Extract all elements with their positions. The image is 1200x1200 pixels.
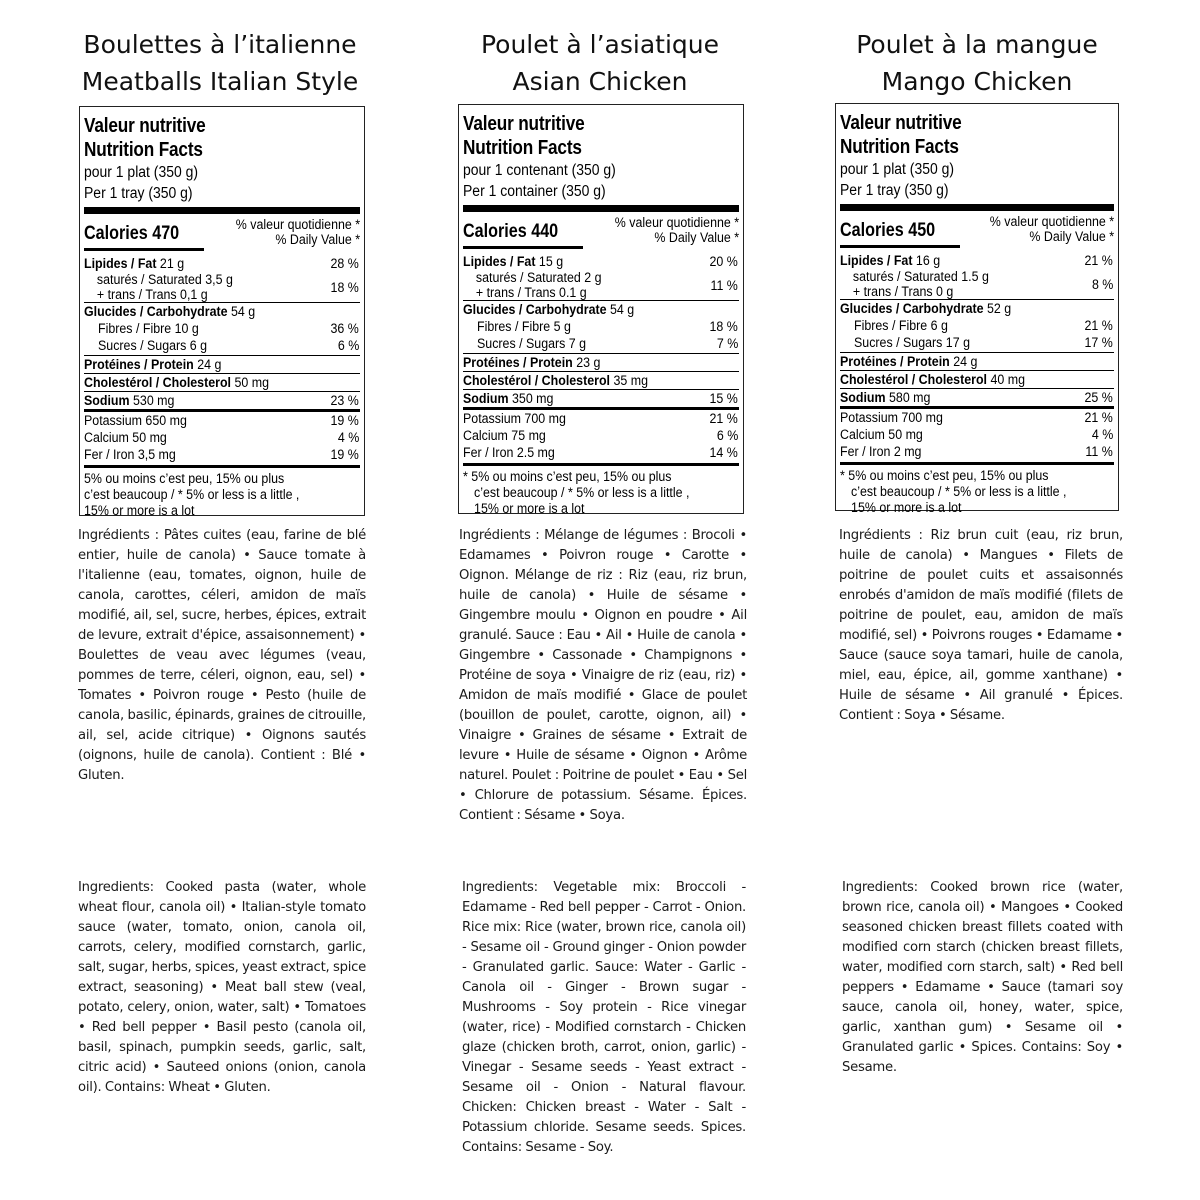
nf-carb-row xyxy=(463,300,739,318)
nf-rule xyxy=(84,207,360,214)
ingredients-fr: Ingrédients : Riz brun cuit (eau, riz brun, huile de canola) • Mangues • Filets de poitrine de poulet cuits et assaisonnés enrobés d'amidon de maïs modifié (filets de poitrine de poulet, eau, amidon de maïs modifié, sel) • Poivrons rouges • Edamame • Sauce (sauce soya tamari, huile de canola, miel, eau, épice, ail, gomme xanthane) • Huile de sésame • Ail granulé • Épices. Contient : Soya • Sésame. xyxy=(839,528,1123,723)
nf-serving-en: Per 1 container (350 g) xyxy=(463,183,606,200)
nf-fat-row xyxy=(840,252,1114,269)
nf-potassium-dv: 21 % xyxy=(1084,410,1113,425)
nf-heading-fr: Valeur nutritive xyxy=(84,115,206,137)
nf-iron: Fer / Iron 2 mg xyxy=(840,444,922,459)
nf-footnote-line: 5% ou moins c’est peu, 15% ou plus xyxy=(84,471,285,486)
nf-fat-amount: 15 g xyxy=(538,254,564,269)
nf-calories: Calories 440 xyxy=(463,221,559,242)
nf-protein-amount: 23 g xyxy=(576,355,601,370)
ingredients-fr: Ingrédients : Mélange de légumes : Brocoli • Edamames • Poivron rouge • Carotte • Oignon. Mélange de riz : Riz (eau, riz brun, huile de canola) • Huile de sésame • Gingembre moulu • Oignon en poudre • Ail granulé. Sauce : Eau • Ail • Huile de canola • Gingembre • Cassonade • Champignons • Protéine de soya • Vinaigre de riz (eau, riz) • Amidon de maïs modifié • Glace de poulet (bouillon de poulet, carotte, oignon, ail) • Vinaigre • Graines de sésame • Extrait de levure • Huile de sésame • Oignon • Arôme naturel. Poulet : Poitrine de poulet • Eau • Sel • Chlorure de potassium. Sésame. Épices. Contient : Sésame • Soya. xyxy=(459,528,747,823)
nf-chol-label: Cholestérol / Cholesterol xyxy=(84,375,231,390)
nf-footnote-line: c’est beaucoup / * 5% or less is a little , xyxy=(851,484,1067,499)
title-en: Asian Chicken xyxy=(512,67,688,96)
nf-potassium: Potassium 700 mg xyxy=(463,411,566,426)
nf-fat-row xyxy=(463,253,739,270)
nf-fat-label: Lipides / Fat xyxy=(463,254,536,269)
nf-chol-amount: 50 mg xyxy=(234,375,269,390)
nf-calcium-dv: 6 % xyxy=(716,428,738,443)
nf-fat-label: Lipides / Fat xyxy=(84,256,157,271)
nf-saturated-group xyxy=(463,270,739,300)
nutrition-facts-table xyxy=(835,103,1119,515)
nutrition-facts-table xyxy=(79,106,365,516)
nf-fibre: Fibres / Fibre 5 g xyxy=(477,319,571,334)
nf-calcium: Calcium 50 mg xyxy=(840,427,923,442)
title-en: Mango Chicken xyxy=(881,67,1073,96)
nf-chol-amount: 40 mg xyxy=(990,372,1025,387)
nf-sodium-amount: 580 mg xyxy=(889,390,931,405)
nf-sodium-dv: 23 % xyxy=(330,393,359,408)
nf-carb-label: Glucides / Carbohydrate xyxy=(463,302,607,317)
nf-protein-label: Protéines / Protein xyxy=(840,354,950,369)
nf-footnote-line: 15% or more is a lot xyxy=(474,501,585,516)
nf-sugar: Sucres / Sugars 6 g xyxy=(98,338,208,353)
nf-sugar-row xyxy=(463,335,739,352)
nf-dv-en: % Daily Value * xyxy=(275,232,360,247)
nf-saturated-group xyxy=(84,272,360,302)
nf-calories-bar xyxy=(84,248,204,251)
nf-potassium-dv: 19 % xyxy=(330,413,359,428)
nf-calcium-row xyxy=(840,426,1114,443)
nf-serving-fr: pour 1 contenant (350 g) xyxy=(463,162,616,179)
nf-iron: Fer / Iron 3,5 mg xyxy=(84,447,176,462)
nf-carb-row xyxy=(840,299,1114,317)
ingredients-en: Ingredients: Vegetable mix: Broccoli - Edamame - Red bell pepper - Carrot - Onion. Rice mix: Rice (water, brown rice, canola oil) - Sesame oil - Ground ginger - Onion powder - Granulated garlic. Sauce: Water - Garlic - Canola oil - Ginger - Brown sugar - Mushrooms - Soy protein - Rice vinegar (water, rice) - Modified cornstarch - Chicken glaze (chicken broth, carrot, onion, garlic) - Vinegar - Sesame seeds - Yeast extract - Sesame oil - Onion - Natural flavour. Chicken: Chicken breast - Water - Salt - Potassium chloride. Sesame seeds. Spices. Contains: Sesame - Soy. xyxy=(462,880,746,1155)
nf-dv-fr: % valeur quotidienne * xyxy=(235,217,360,232)
nf-fat-label: Lipides / Fat xyxy=(840,253,913,268)
nf-dv-en: % Daily Value * xyxy=(654,230,739,245)
nf-potassium-row xyxy=(463,407,739,427)
nf-iron: Fer / Iron 2.5 mg xyxy=(463,445,555,460)
nf-serving-fr: pour 1 plat (350 g) xyxy=(84,164,199,181)
nf-iron-row xyxy=(84,446,360,463)
nf-calories: Calories 470 xyxy=(84,223,180,244)
nf-heading-fr: Valeur nutritive xyxy=(463,113,585,135)
nf-sugar-dv: 6 % xyxy=(337,338,359,353)
nf-saturated: saturés / Saturated 1.5 g xyxy=(852,269,989,284)
nf-fibre-row xyxy=(840,317,1114,334)
nf-iron-dv: 14 % xyxy=(709,445,738,460)
nf-heading-fr: Valeur nutritive xyxy=(840,112,962,134)
nf-serving-en: Per 1 tray (350 g) xyxy=(84,185,193,202)
nf-protein-label: Protéines / Protein xyxy=(463,355,573,370)
ingredients-en: Ingredients: Cooked pasta (water, whole wheat flour, canola oil) • Italian-style tomato sauce (water, tomato, onion, canola oil, carrots, celery, modified cornstarch, garlic, salt, sugar, herbs, spices, yeast extract, spice extract, seasoning) • Meat ball stew (veal, potato, celery, onion, water, salt) • Tomatoes • Red bell pepper • Basil pesto (canola oil, basil, spinach, pumpkin seeds, garlic, salt, citric acid) • Sauteed onions (onion, canola oil). Contains: Wheat • Gluten. xyxy=(78,880,366,1095)
nf-dv-header xyxy=(990,214,1114,244)
nf-iron-row xyxy=(840,443,1114,460)
nf-fibre-dv: 18 % xyxy=(709,319,738,334)
nf-sodium-row xyxy=(84,391,360,409)
nf-sodium-label: Sodium xyxy=(840,390,886,405)
nf-fat-dv: 20 % xyxy=(709,254,738,269)
nf-calcium: Calcium 50 mg xyxy=(84,430,167,445)
nf-carb-amount: 54 g xyxy=(610,302,635,317)
product-title xyxy=(787,26,1167,100)
nf-sugar-dv: 17 % xyxy=(1084,335,1113,350)
nf-calcium: Calcium 75 mg xyxy=(463,428,546,443)
nf-footnote xyxy=(84,465,360,519)
nf-trans: + trans / Trans 0 g xyxy=(852,284,954,299)
nf-chol-row xyxy=(840,370,1114,388)
product-title xyxy=(410,26,790,100)
ingredients-en: Ingredients: Cooked brown rice (water, brown rice, canola oil) • Mangoes • Cooked seasoned chicken breast fillets coated with modified corn starch (chicken breast fillets, water, modified corn starch, salt) • Red bell peppers • Edamame • Sauce (tamari soy sauce, canola oil, honey, water, spice, garlic, xanthan gum) • Sesame oil • Granulated garlic • Spices. Contains: Soy • Sesame. xyxy=(842,880,1123,1075)
nf-footnote-line: c’est beaucoup / * 5% or less is a little , xyxy=(474,485,690,500)
nf-potassium: Potassium 700 mg xyxy=(840,410,943,425)
nf-dv-fr: % valeur quotidienne * xyxy=(989,214,1114,229)
nf-footnote xyxy=(840,462,1114,516)
nf-heading-en: Nutrition Facts xyxy=(840,136,959,158)
nf-trans: + trans / Trans 0,1 g xyxy=(96,287,208,302)
nf-carb-row xyxy=(84,302,360,320)
nf-dv-header xyxy=(236,217,360,247)
nf-iron-dv: 19 % xyxy=(330,447,359,462)
nf-sugar-row xyxy=(840,334,1114,351)
nf-protein-amount: 24 g xyxy=(953,354,978,369)
nf-protein-row xyxy=(840,352,1114,370)
nf-potassium-dv: 21 % xyxy=(709,411,738,426)
nf-serving-en: Per 1 tray (350 g) xyxy=(840,182,949,199)
nf-dv-en: % Daily Value * xyxy=(1029,229,1114,244)
nf-sugar-dv: 7 % xyxy=(716,336,738,351)
nf-rule xyxy=(840,204,1114,211)
nf-footnote-line: * 5% ou moins c’est peu, 15% ou plus xyxy=(840,468,1049,483)
nf-sugar: Sucres / Sugars 7 g xyxy=(477,336,587,351)
nf-sodium-dv: 25 % xyxy=(1084,390,1113,405)
nf-calories-bar xyxy=(463,246,583,249)
nutrition-facts-table xyxy=(458,104,744,514)
nf-potassium-row xyxy=(84,409,360,429)
nf-iron-dv: 11 % xyxy=(1085,444,1113,459)
nf-saturated-dv: 11 % xyxy=(710,277,739,293)
nf-protein-row xyxy=(84,355,360,373)
nf-calcium-dv: 4 % xyxy=(337,430,359,445)
nf-calories: Calories 450 xyxy=(840,220,936,241)
nf-footnote-line: * 5% ou moins c’est peu, 15% ou plus xyxy=(463,469,672,484)
nf-carb-label: Glucides / Carbohydrate xyxy=(840,301,984,316)
nf-sugar: Sucres / Sugars 17 g xyxy=(854,335,970,350)
nf-saturated: saturés / Saturated 2 g xyxy=(475,270,602,285)
nf-potassium-row xyxy=(840,406,1114,426)
nf-calcium-row xyxy=(463,427,739,444)
nf-calories-row xyxy=(463,215,739,249)
nf-serving-fr: pour 1 plat (350 g) xyxy=(840,161,955,178)
title-fr: Poulet à l’asiatique xyxy=(480,30,719,59)
nf-carb-amount: 52 g xyxy=(987,301,1012,316)
nf-sugar-row xyxy=(84,337,360,354)
nf-chol-label: Cholestérol / Cholesterol xyxy=(463,373,610,388)
nf-fibre-row xyxy=(463,318,739,335)
nf-carb-amount: 54 g xyxy=(231,304,256,319)
nf-footnote-line: 15% or more is a lot xyxy=(84,503,195,518)
title-en: Meatballs Italian Style xyxy=(81,67,359,96)
nf-chol-row xyxy=(84,373,360,391)
nf-saturated: saturés / Saturated 3,5 g xyxy=(96,272,233,287)
nf-fat-amount: 21 g xyxy=(159,256,185,271)
ingredients-fr: Ingrédients : Pâtes cuites (eau, farine de blé entier, huile de canola) • Sauce tomate à l'italienne (eau, tomates, oignon, huile de canola, carottes, céleri, amidon de maïs modifié, ail, sel, sucre, herbes, épices, extrait de levure, extrait d'épice, assaisonnement) • Boulettes de veau avec légumes (veau, pommes de terre, céleri, oignon, eau, sel) • Tomates • Poivron rouge • Pesto (huile de canola, basilic, épinards, graines de citrouille, ail, sel, acide citrique) • Oignons sautés (oignons, huile de canola). Contient : Blé • Gluten. xyxy=(78,528,366,783)
nf-protein-label: Protéines / Protein xyxy=(84,357,194,372)
nf-sodium-label: Sodium xyxy=(84,393,130,408)
nf-rule xyxy=(463,205,739,212)
nf-calcium-row xyxy=(84,429,360,446)
nf-calories-row xyxy=(840,214,1114,248)
nf-fibre-dv: 21 % xyxy=(1084,318,1113,333)
nf-carb-label: Glucides / Carbohydrate xyxy=(84,304,228,319)
nf-footnote-line: c’est beaucoup / * 5% or less is a little , xyxy=(84,487,300,502)
nf-dv-fr: % valeur quotidienne * xyxy=(614,215,739,230)
nf-fibre: Fibres / Fibre 6 g xyxy=(854,318,948,333)
nf-footnote xyxy=(463,463,739,517)
nf-fat-dv: 21 % xyxy=(1084,253,1113,268)
nf-potassium: Potassium 650 mg xyxy=(84,413,187,428)
nf-fat-amount: 16 g xyxy=(915,253,941,268)
nf-sodium-amount: 350 mg xyxy=(512,391,554,406)
nf-protein-amount: 24 g xyxy=(197,357,222,372)
nf-saturated-group xyxy=(840,269,1114,299)
nf-footnote-line: 15% or more is a lot xyxy=(851,500,962,515)
nf-heading-en: Nutrition Facts xyxy=(84,139,203,161)
nf-protein-row xyxy=(463,353,739,371)
nf-sodium-row xyxy=(463,389,739,407)
nf-sodium-amount: 530 mg xyxy=(133,393,175,408)
nf-calcium-dv: 4 % xyxy=(1091,427,1113,442)
nf-chol-label: Cholestérol / Cholesterol xyxy=(840,372,987,387)
nf-fibre-dv: 36 % xyxy=(330,321,359,336)
nf-fibre: Fibres / Fibre 10 g xyxy=(98,321,199,336)
product-title xyxy=(30,26,410,100)
nf-fat-row xyxy=(84,255,360,272)
title-fr: Poulet à la mangue xyxy=(856,30,1098,59)
nf-saturated-dv: 18 % xyxy=(330,279,360,295)
title-fr: Boulettes à l’italienne xyxy=(83,30,357,59)
nf-calories-bar xyxy=(840,245,960,248)
nf-fat-dv: 28 % xyxy=(330,256,359,271)
nf-iron-row xyxy=(463,444,739,461)
nf-calories-row xyxy=(84,217,360,251)
nf-sodium-label: Sodium xyxy=(463,391,509,406)
nf-sodium-dv: 15 % xyxy=(709,391,738,406)
nf-heading-en: Nutrition Facts xyxy=(463,137,582,159)
nf-saturated-dv: 8 % xyxy=(1091,276,1114,292)
nf-trans: + trans / Trans 0.1 g xyxy=(475,285,587,300)
nf-chol-amount: 35 mg xyxy=(613,373,648,388)
nf-chol-row xyxy=(463,371,739,389)
nf-fibre-row xyxy=(84,320,360,337)
nf-sodium-row xyxy=(840,388,1114,406)
nf-dv-header xyxy=(615,215,739,245)
